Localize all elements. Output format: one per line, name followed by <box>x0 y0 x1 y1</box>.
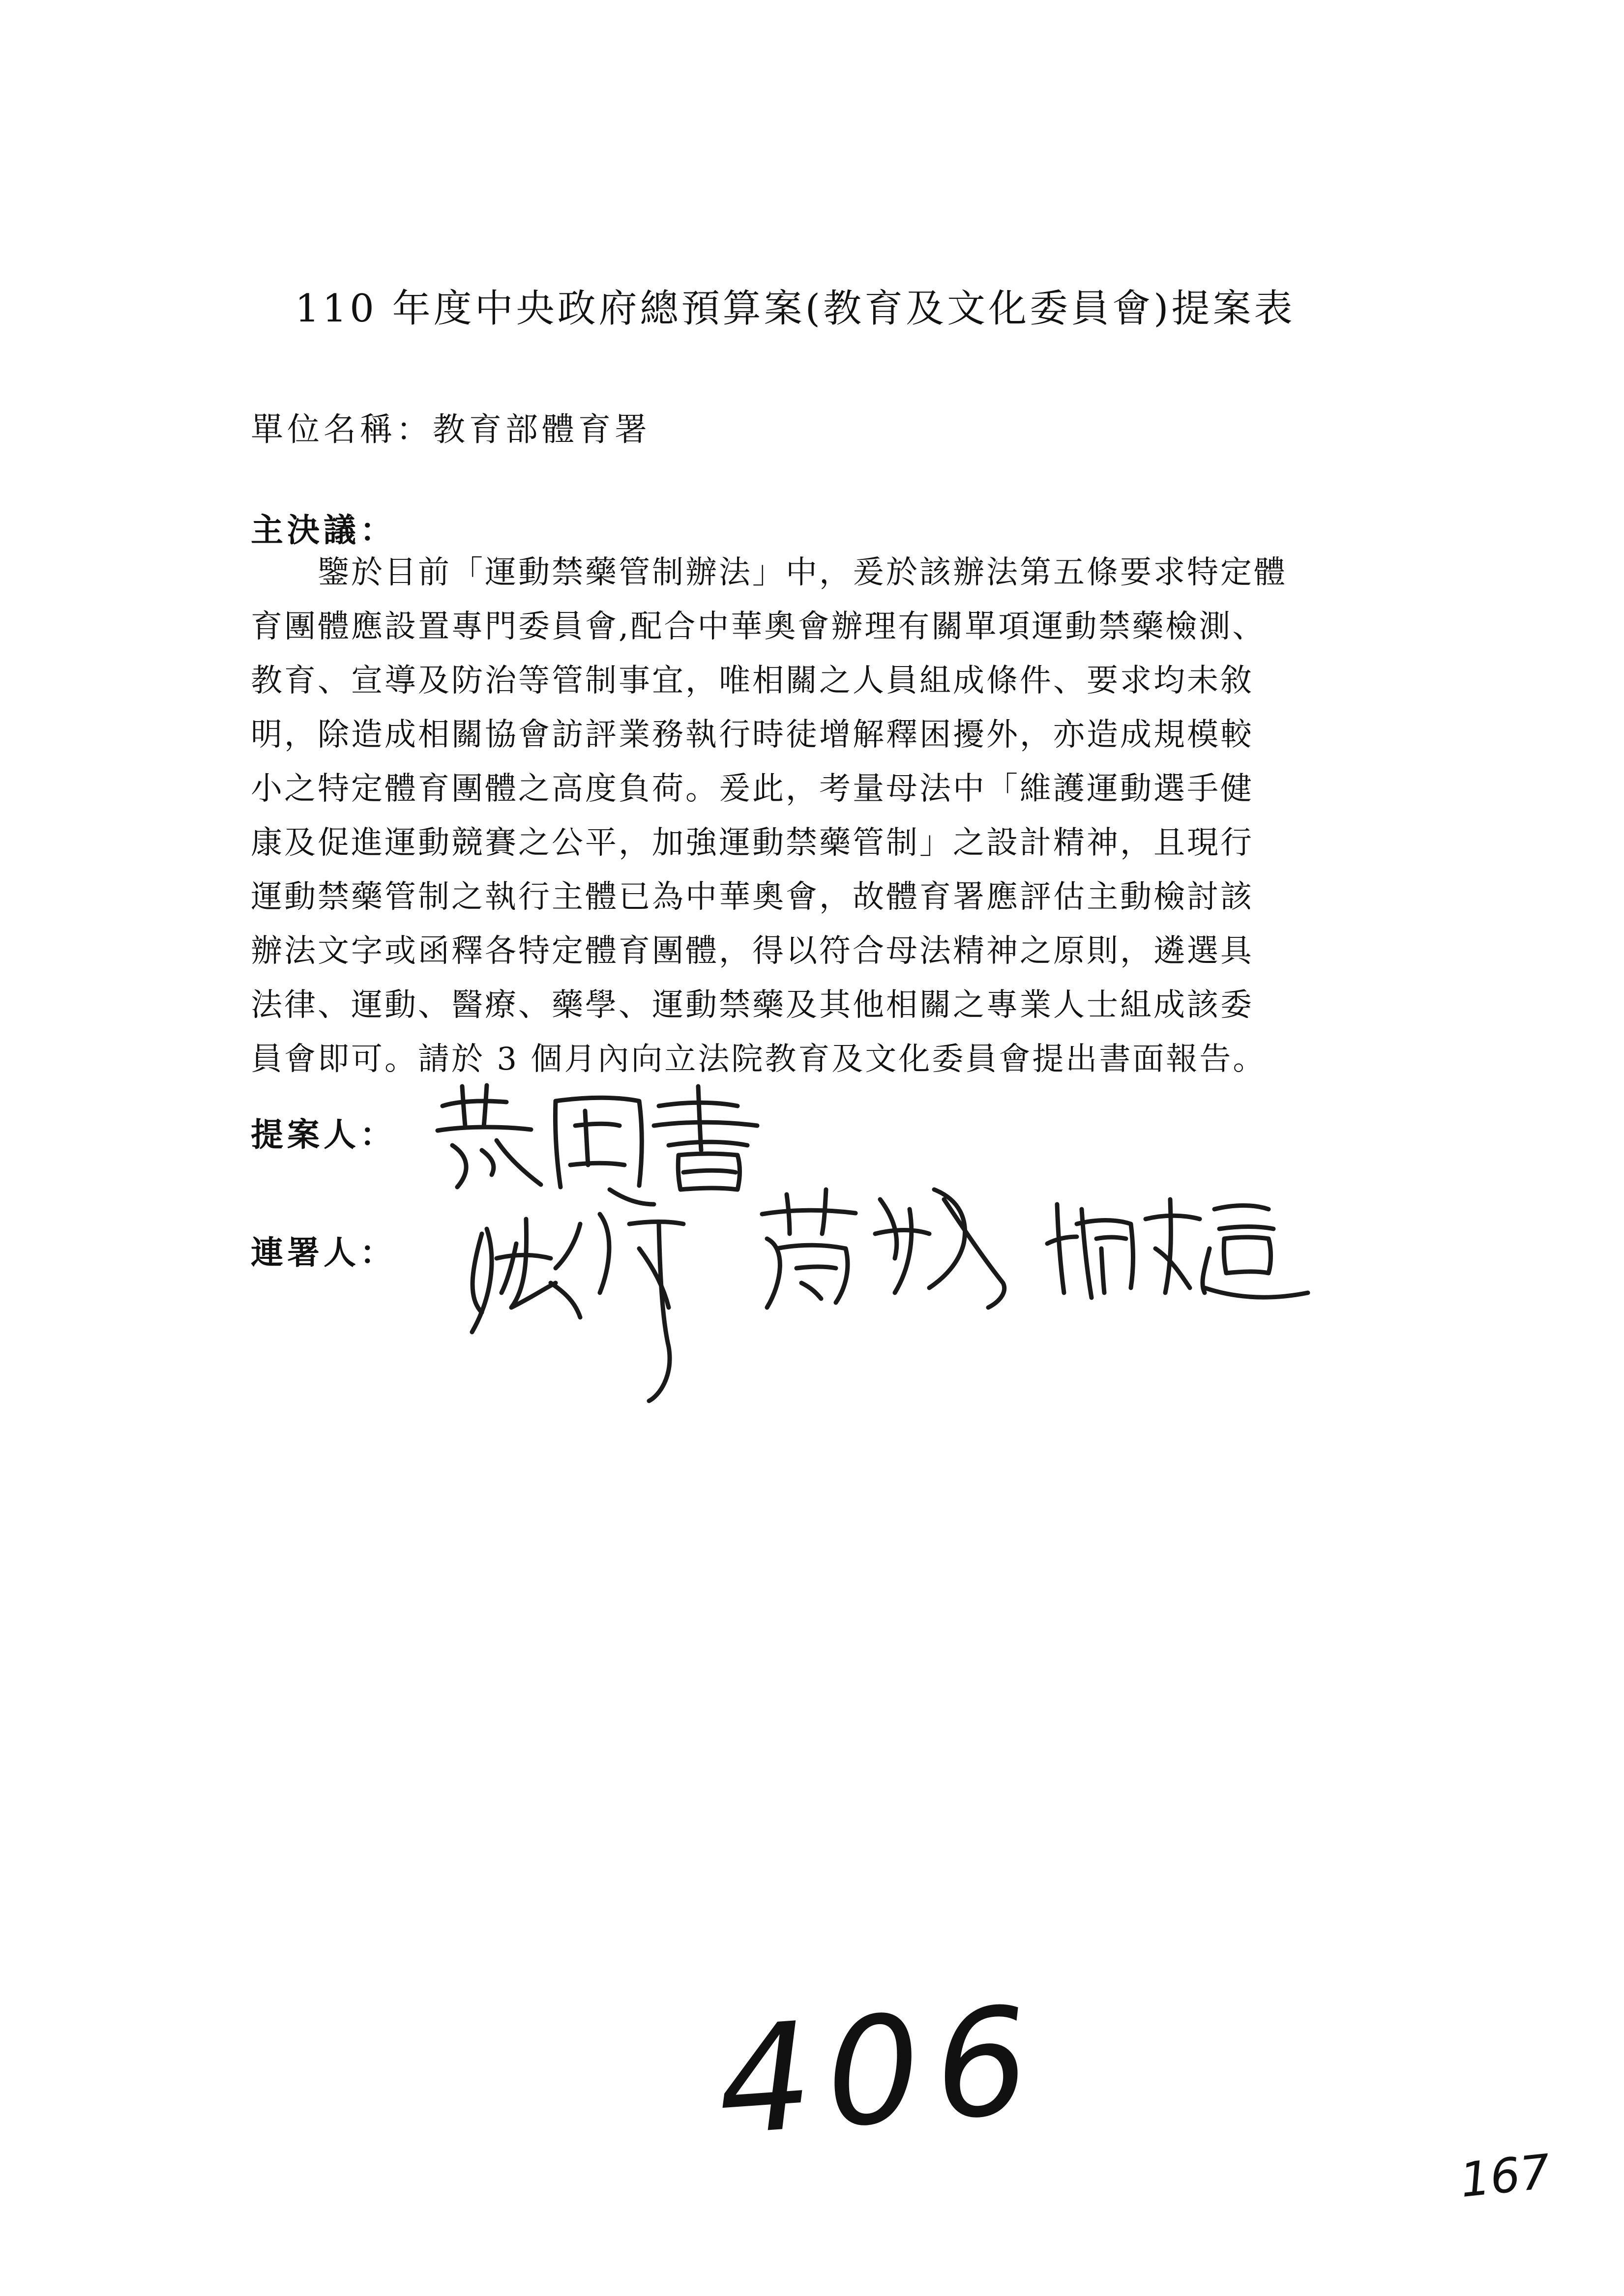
resolution-line: 辦法文字或函釋各特定體育團體，得以符合母法精神之原則，遴選具 <box>251 933 1254 969</box>
handwritten-number-406 <box>712 1974 1049 2168</box>
handwritten-number-text: 406 <box>712 1974 1049 2168</box>
resolution-line: 鑒於目前「運動禁藥管制辦法」中，爰於該辦法第五條要求特定體 <box>251 554 1287 591</box>
resolution-line: 教育、宣導及防治等管制事宜，唯相關之人員組成條件、要求均未敘 <box>251 663 1254 699</box>
resolution-line: 明，除造成相關協會訪評業務執行時徒增解釋困擾外，亦造成規模較 <box>251 717 1254 753</box>
main-resolution-body <box>251 546 1441 1086</box>
handwritten-page-number <box>1455 2143 1554 2212</box>
resolution-line: 員會即可。請於 3 個月內向立法院教育及文化委員會提出書面報告。 <box>251 1041 1267 1077</box>
resolution-line: 育團體應設置專門委員會,配合中華奧會辦理有關單項運動禁藥檢測、 <box>251 609 1266 645</box>
proposer-label: 提案人： <box>251 1115 396 1154</box>
cosigner-signature-1 <box>452 1170 728 1406</box>
resolution-line: 法律、運動、醫療、藥學、運動禁藥及其他相關之專業人士組成該委 <box>251 987 1254 1023</box>
page-number-text: 167 <box>1457 2144 1553 2209</box>
cosigner-label: 連署人： <box>251 1233 396 1272</box>
resolution-line: 小之特定體育團體之高度負荷。爰此，考量母法中「維護運動選手健 <box>251 771 1254 807</box>
main-resolution-label: 主決議： <box>251 511 396 549</box>
cosigner-signature-3 <box>1042 1190 1318 1308</box>
resolution-line: 康及促進運動競賽之公平，加強運動禁藥管制」之設計精神，且現行 <box>251 825 1254 861</box>
resolution-line: 運動禁藥管制之執行主體已為中華奧會，故體育署應評估主動檢討該 <box>251 879 1254 915</box>
cosigner-signature-2 <box>747 1170 1023 1327</box>
document-title: 110 年度中央政府總預算案(教育及文化委員會)提案表 <box>295 287 1296 331</box>
unit-name-line: 單位名稱：教育部體育署 <box>251 410 651 448</box>
